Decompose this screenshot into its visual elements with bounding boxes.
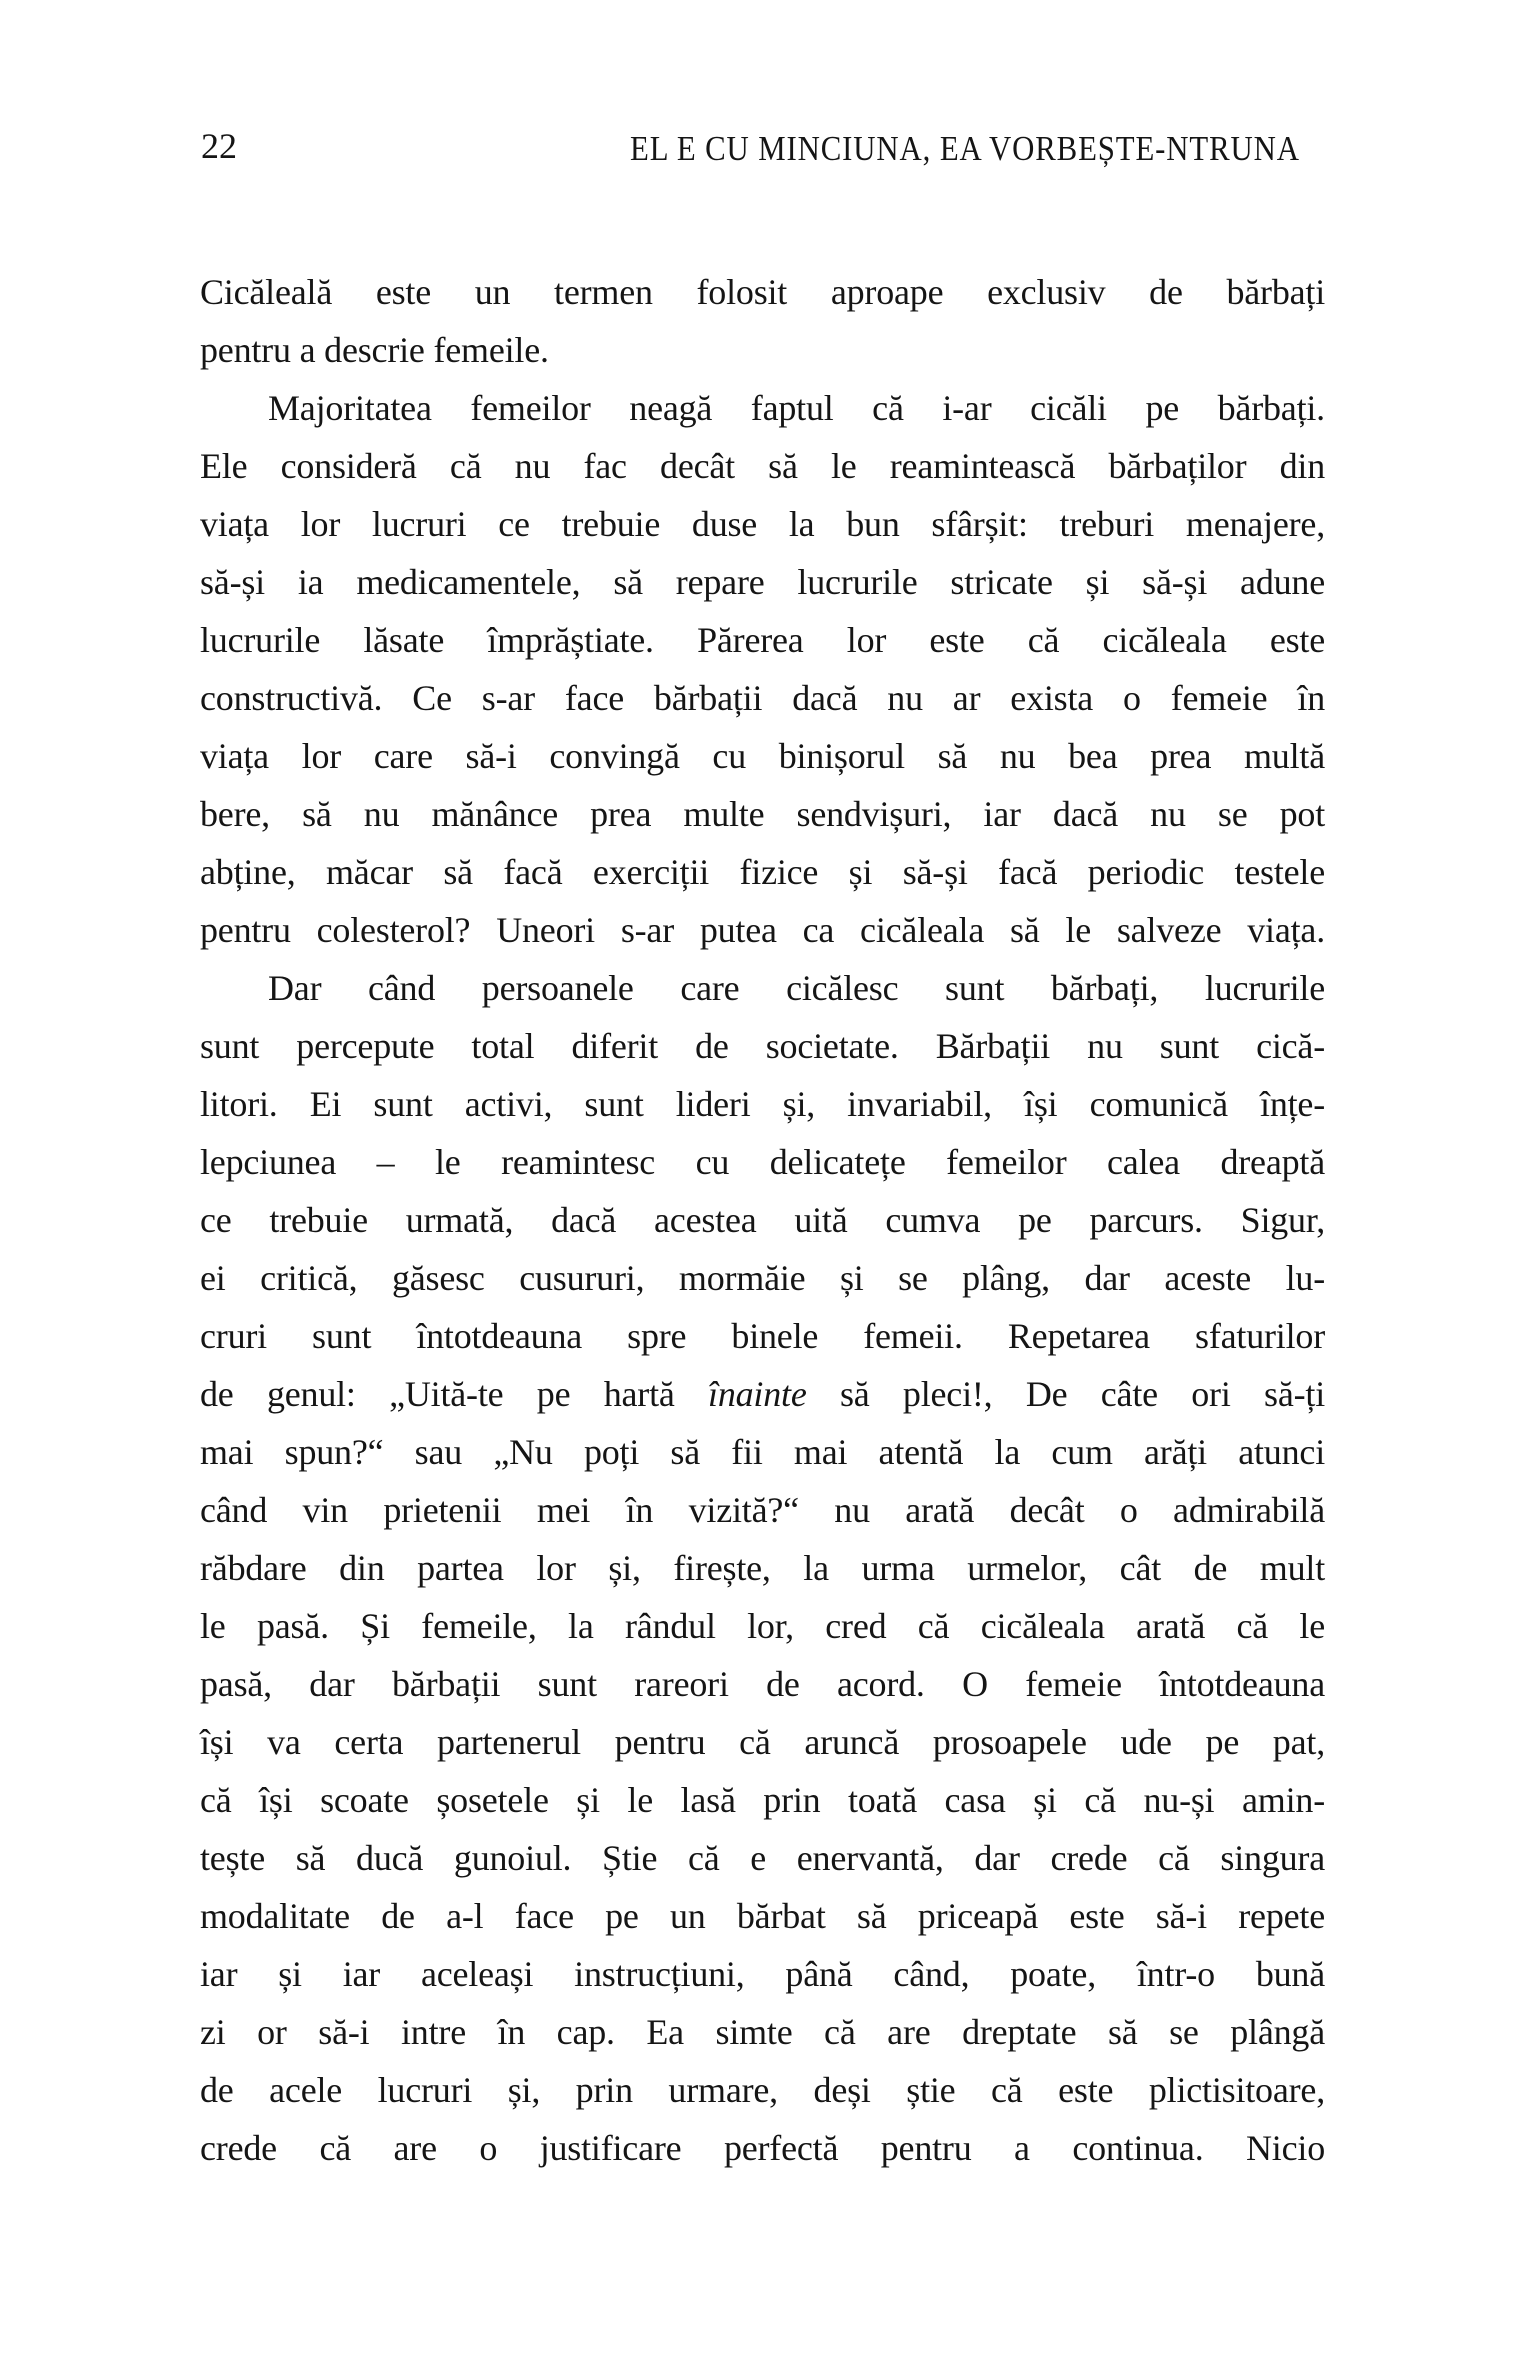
text-line bbox=[200, 2119, 1325, 2177]
text-segment: zi or să-i intre în cap. Ea simte că are dreptate să se plângă bbox=[200, 2012, 1325, 2052]
text-segment: pentru colesterol? Uneori s-ar putea ca cicăleala să le salveze viața. bbox=[200, 910, 1325, 950]
text-line bbox=[200, 321, 1325, 379]
text-line bbox=[200, 1365, 1325, 1423]
text-segment: litori. Ei sunt activi, sunt lideri și, invariabil, își comunică înțe- bbox=[200, 1084, 1325, 1124]
text-line bbox=[200, 1191, 1325, 1249]
text-line bbox=[200, 2003, 1325, 2061]
text-line bbox=[200, 1539, 1325, 1597]
text-line bbox=[200, 1597, 1325, 1655]
text-line bbox=[200, 553, 1325, 611]
text-segment: își va certa partenerul pentru că aruncă prosoapele ude pe pat, bbox=[200, 1722, 1325, 1762]
text-segment: de genul: „Uită-te pe hartă bbox=[200, 1374, 709, 1414]
text-line bbox=[200, 1945, 1325, 2003]
text-segment: sunt percepute total diferit de societate. Bărbații nu sunt cică- bbox=[200, 1026, 1325, 1066]
text-segment: să pleci!, De câte ori să-ți bbox=[806, 1374, 1325, 1414]
text-segment: abține, măcar să facă exerciții fizice și să-și facă periodic testele bbox=[200, 852, 1325, 892]
text-segment: viața lor care să-i convingă cu binișorul să nu bea prea multă bbox=[200, 736, 1325, 776]
text-line bbox=[200, 1713, 1325, 1771]
text-line bbox=[200, 1075, 1325, 1133]
text-line bbox=[200, 1423, 1325, 1481]
text-line bbox=[200, 1249, 1325, 1307]
text-segment: lucrurile lăsate împrăștiate. Părerea lor este că cicăleala este bbox=[200, 620, 1325, 660]
text-segment: modalitate de a-l face pe un bărbat să priceapă este să-i repete bbox=[200, 1896, 1325, 1936]
text-segment: viața lor lucruri ce trebuie duse la bun sfârșit: treburi menajere, bbox=[200, 504, 1325, 544]
text-segment: să-și ia medicamentele, să repare lucrurile stricate și să-și adune bbox=[200, 562, 1325, 602]
text-line bbox=[200, 669, 1325, 727]
text-segment: că își scoate șosetele și le lasă prin toată casa și că nu-și amin- bbox=[200, 1780, 1325, 1820]
text-segment: Majoritatea femeilor neagă faptul că i-ar cicăli pe bărbați. bbox=[268, 388, 1325, 428]
text-line bbox=[200, 1017, 1325, 1075]
running-header-title: EL E CU MINCIUNA, EA VORBEȘTE-NTRUNA bbox=[630, 129, 1300, 168]
text-line bbox=[200, 901, 1325, 959]
page-header bbox=[0, 0, 1535, 200]
text-segment: când vin prietenii mei în vizită?“ nu arată decât o admirabilă bbox=[200, 1490, 1325, 1530]
text-line bbox=[200, 437, 1325, 495]
body-text bbox=[200, 263, 1325, 2177]
text-segment: cruri sunt întotdeauna spre binele femeii. Repetarea sfaturilor bbox=[200, 1316, 1325, 1356]
text-line bbox=[200, 263, 1325, 321]
text-line bbox=[200, 1771, 1325, 1829]
text-line bbox=[200, 785, 1325, 843]
text-segment: bere, să nu mănânce prea multe sendvișuri, iar dacă nu se pot bbox=[200, 794, 1325, 834]
text-segment: tește să ducă gunoiul. Știe că e enervantă, dar crede că singura bbox=[200, 1838, 1325, 1878]
text-segment: Cicăleală este un termen folosit aproape exclusiv de bărbați bbox=[200, 272, 1325, 312]
text-line bbox=[200, 1887, 1325, 1945]
text-line bbox=[200, 727, 1325, 785]
text-line bbox=[200, 495, 1325, 553]
text-segment: răbdare din partea lor și, firește, la urma urmelor, cât de mult bbox=[200, 1548, 1325, 1588]
text-segment: iar și iar aceleași instrucțiuni, până când, poate, într-o bună bbox=[200, 1954, 1325, 1994]
text-segment: pasă, dar bărbații sunt rareori de acord. O femeie întotdeauna bbox=[200, 1664, 1325, 1704]
text-segment: Ele consideră că nu fac decât să le reamintească bărbaților din bbox=[200, 446, 1325, 486]
text-segment: mai spun?“ sau „Nu poți să fii mai atentă la cum arăți atunci bbox=[200, 1432, 1325, 1472]
text-line bbox=[200, 2061, 1325, 2119]
text-segment: le pasă. Și femeile, la rândul lor, cred că cicăleala arată că le bbox=[200, 1606, 1325, 1646]
text-segment: ce trebuie urmată, dacă acestea uită cumva pe parcurs. Sigur, bbox=[200, 1200, 1325, 1240]
text-segment: lepciunea – le reamintesc cu delicatețe femeilor calea dreaptă bbox=[200, 1142, 1325, 1182]
text-segment: constructivă. Ce s-ar face bărbații dacă nu ar exista o femeie în bbox=[200, 678, 1325, 718]
text-segment: pentru a descrie femeile. bbox=[200, 330, 549, 370]
text-line bbox=[200, 611, 1325, 669]
text-segment: de acele lucruri și, prin urmare, deși știe că este plictisitoare, bbox=[200, 2070, 1325, 2110]
text-segment: Dar când persoanele care cicălesc sunt bărbați, lucrurile bbox=[268, 968, 1325, 1008]
text-line bbox=[200, 379, 1325, 437]
text-line bbox=[200, 959, 1325, 1017]
text-segment: crede că are o justificare perfectă pentru a continua. Nicio bbox=[200, 2128, 1325, 2168]
text-line bbox=[200, 843, 1325, 901]
text-line bbox=[200, 1481, 1325, 1539]
page-number: 22 bbox=[201, 126, 237, 166]
text-line bbox=[200, 1655, 1325, 1713]
text-line bbox=[200, 1133, 1325, 1191]
text-line bbox=[200, 1307, 1325, 1365]
text-segment: ei critică, găsesc cusururi, mormăie și se plâng, dar aceste lu- bbox=[200, 1258, 1325, 1298]
text-line bbox=[200, 1829, 1325, 1887]
italic-text: înainte bbox=[708, 1374, 807, 1414]
